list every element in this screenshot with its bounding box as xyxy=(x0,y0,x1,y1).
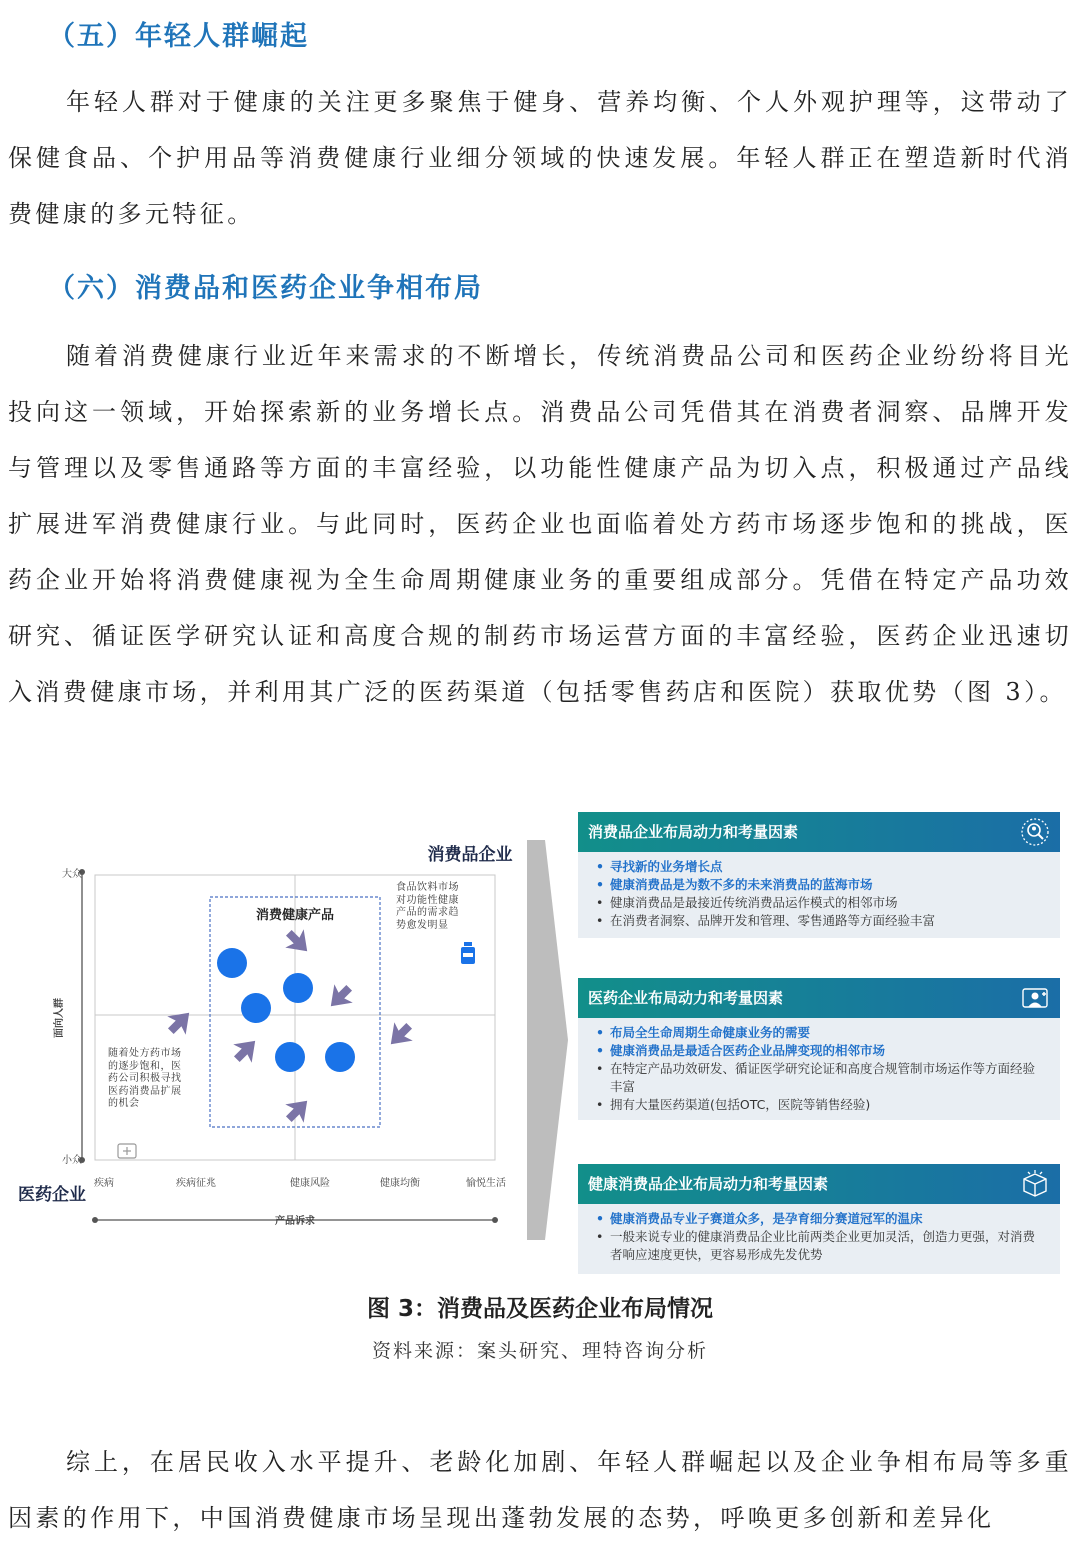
card-list xyxy=(578,858,1060,930)
figure-title: 图 3：消费品及医药企业布局情况 xyxy=(366,1296,713,1322)
product-circle xyxy=(217,948,247,978)
section-5-paragraph xyxy=(8,74,1072,242)
section-heading-5: （五）年轻人群崛起 xyxy=(48,21,309,52)
y-axis-top-label: 大众 xyxy=(62,869,82,880)
transition-arrow xyxy=(527,840,568,1240)
product-circle xyxy=(241,993,271,1023)
bottle-icon xyxy=(461,942,475,964)
x-tick-label: 健康均衡 xyxy=(380,1178,420,1189)
card-item: • 布局全生命周期生命健康业务的需要 xyxy=(610,1024,1046,1042)
x-axis-end-right xyxy=(492,1217,498,1223)
arrow-icon xyxy=(382,1017,419,1054)
card-list xyxy=(578,1210,1060,1264)
card-item: • 拥有大量医药渠道(包括OTC，医院等销售经验) xyxy=(610,1096,1046,1114)
center-box-title: 消费健康产品 xyxy=(255,908,335,923)
note-pharma: 随着处方药市场的逐步饱和，医药公司积极寻找医药消费品扩展的机会 xyxy=(108,1048,182,1109)
x-tick-label: 疾病 xyxy=(94,1178,114,1189)
label-consumer-enterprise: 消费品企业 xyxy=(427,845,513,865)
card-pharma xyxy=(578,978,1060,1120)
note-consumer: 食品饮料市场对功能性健康产品的需求趋势愈发明显 xyxy=(396,882,459,931)
doctor-icon xyxy=(1020,983,1050,1013)
card-item: • 健康消费品是最适合医药企业品牌变现的相邻市场 xyxy=(610,1042,1046,1060)
card-item: • 健康消费品是为数不多的未来消费品的蓝海市场 xyxy=(610,876,1046,894)
arrow-icon xyxy=(322,979,359,1016)
paragraph-text: 年轻人群对于健康的关注更多聚焦于健身、营养均衡、个人外观护理等，这带动了保健食品、个护用品等消费健康行业细分领域的快速发展。年轻人群正在塑造新时代消费健康的多元特征。 xyxy=(8,88,1072,228)
label-pharma-enterprise: 医药企业 xyxy=(18,1185,86,1205)
card-title: 医药企业布局动力和考量因素 xyxy=(588,989,784,1007)
arrow-icon xyxy=(280,924,317,961)
product-circle xyxy=(325,1042,355,1072)
card-item: • 在特定产品功效研发、循证医学研究论证和高度合规管制市场运作等方面经验丰富 xyxy=(610,1060,1046,1096)
search-person-icon xyxy=(1020,817,1050,847)
card-item: • 寻找新的业务增长点 xyxy=(610,858,1046,876)
x-axis-title: 产品诉求 xyxy=(275,1216,315,1227)
card-consumer-goods xyxy=(578,812,1060,938)
y-axis-bottom-label: 小众 xyxy=(62,1155,82,1166)
x-tick-label: 健康风险 xyxy=(290,1178,330,1189)
section-heading-6: （六）消费品和医药企业争相布局 xyxy=(48,273,483,304)
package-icon xyxy=(1020,1169,1050,1199)
conclusion-paragraph xyxy=(8,1434,1072,1546)
card-item: • 在消费者洞察、品牌开发和管理、零售通路等方面经验丰富 xyxy=(610,912,1046,930)
card-item: • 健康消费品专业子赛道众多，是孕育细分赛道冠军的温床 xyxy=(610,1210,1046,1228)
figure-3-diagram xyxy=(0,800,1080,1280)
card-title: 健康消费品企业布局动力和考量因素 xyxy=(588,1175,829,1193)
card-list xyxy=(578,1024,1060,1114)
arrow-icon xyxy=(228,1032,265,1069)
arrow-icon xyxy=(280,1092,317,1129)
figure-source: 资料来源：案头研究、理特咨询分析 xyxy=(371,1340,708,1362)
section-6-paragraph xyxy=(8,328,1072,720)
card-item: • 一般来说专业的健康消费品企业比前两类企业更加灵活，创造力更强，对消费者响应速度更快，更容易形成先发优势 xyxy=(610,1228,1046,1264)
paragraph-text: 综上，在居民收入水平提升、老龄化加剧、年轻人群崛起以及企业争相布局等多重因素的作用下，中国消费健康市场呈现出蓬勃发展的态势，呼唤更多创新和差异化 xyxy=(8,1448,1072,1532)
y-axis-title: 面向人群 xyxy=(54,998,65,1038)
card-title: 消费品企业布局动力和考量因素 xyxy=(588,823,799,841)
product-circle xyxy=(283,973,313,1003)
product-circle xyxy=(275,1042,305,1072)
card-header xyxy=(578,812,1060,852)
card-health-consumer xyxy=(578,1164,1060,1274)
x-axis-end-left xyxy=(92,1217,98,1223)
x-tick-label: 愉悦生活 xyxy=(466,1178,506,1189)
x-tick-label: 疾病征兆 xyxy=(176,1178,216,1189)
arrow-icon xyxy=(162,1004,199,1041)
card-item: • 健康消费品是最接近传统消费品运作模式的相邻市场 xyxy=(610,894,1046,912)
medicine-box-icon xyxy=(118,1144,136,1158)
paragraph-text: 随着消费健康行业近年来需求的不断增长，传统消费品公司和医药企业纷纷将目光投向这一领域，开始探索新的业务增长点。消费品公司凭借其在消费者洞察、品牌开发与管理以及零售通路等方面的丰富经验，以功能性健康产品为切入点，积极通过产品线扩展进军消费健康行业。与此同时，医药企业也面临着处方药市场逐步饱和的挑战，医药企业开始将消费健康视为全生命周期健康业务的重要组成部分。凭借在特定产品功效研究、循证医学研究认证和高度合规的制药市场运营方面的丰富经验，医药企业迅速切入消费健康市场，并利用其广泛的医药渠道（包括零售药店和医院）获取优势（图 3）。 xyxy=(8,342,1072,706)
card-header xyxy=(578,1164,1060,1204)
card-header xyxy=(578,978,1060,1018)
